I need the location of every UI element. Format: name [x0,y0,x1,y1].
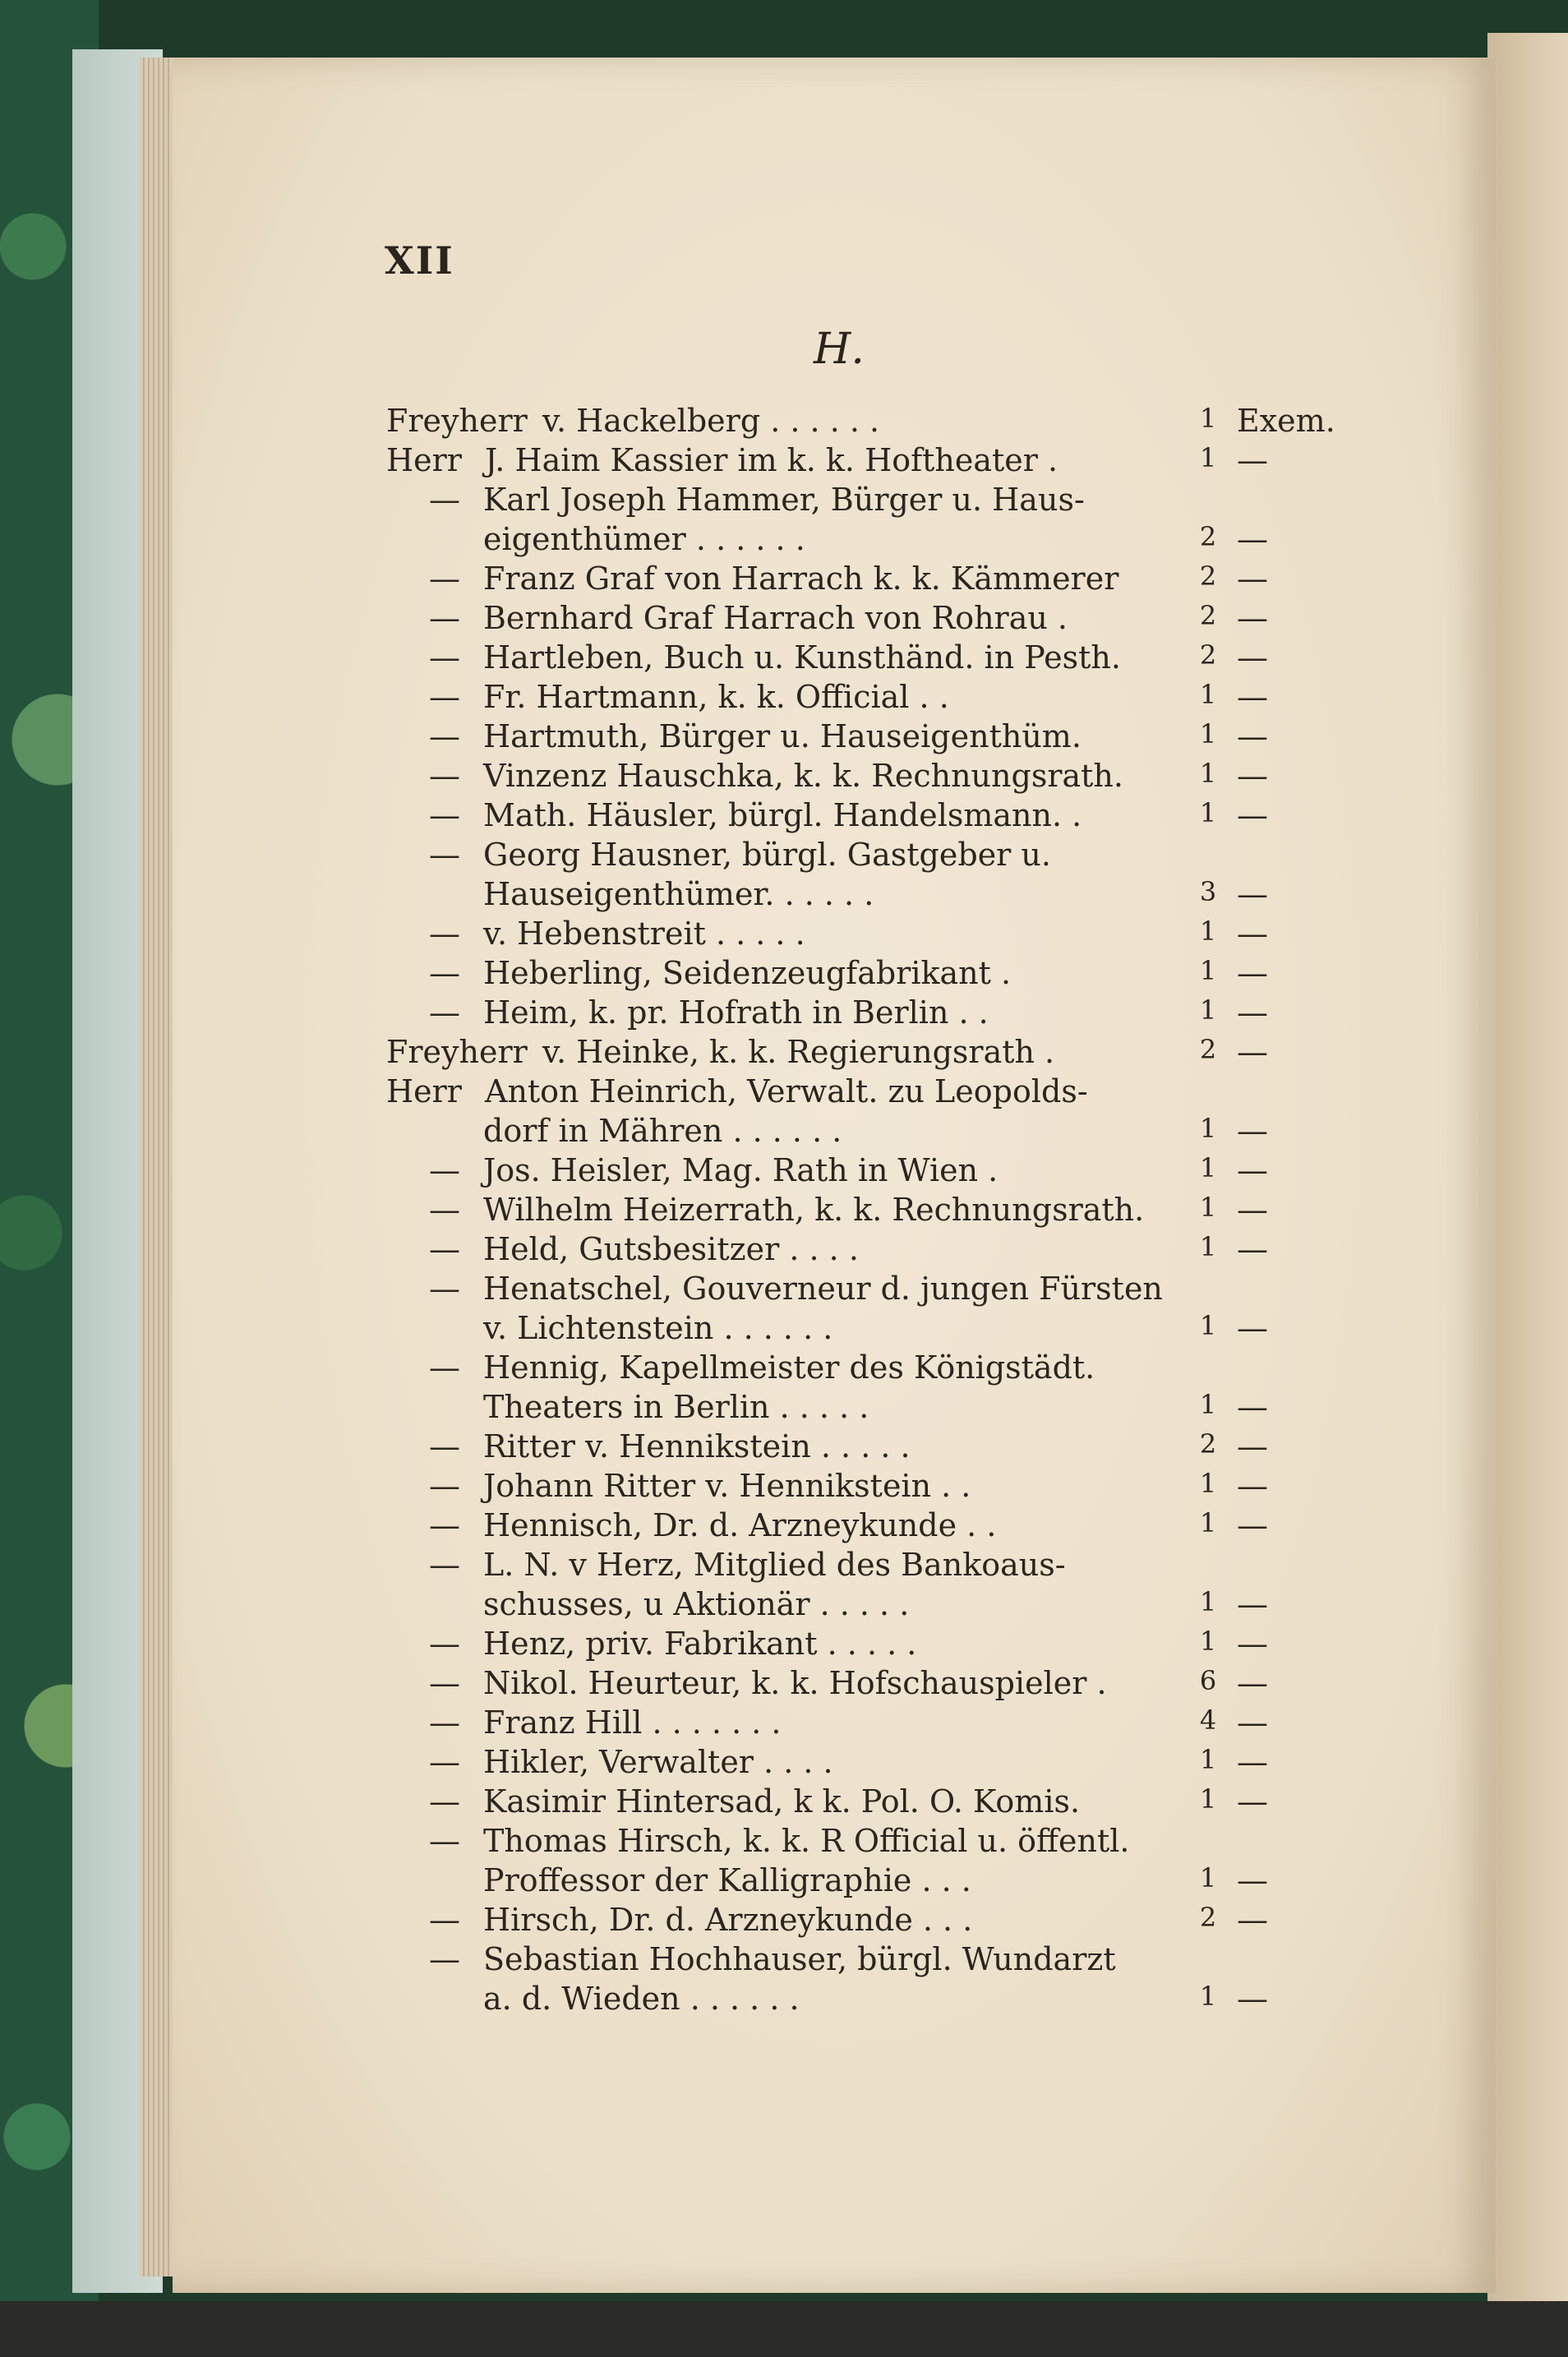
entry-unit: — [1237,1902,1268,1938]
entry-prefix: — [429,1902,460,1938]
entry-name: J. Haim Kassier im k. k. Hoftheater . [485,442,1058,478]
entry-count: 1 [1199,1113,1217,1144]
entry-prefix: — [429,1152,460,1188]
list-item [386,442,1323,482]
entry-name: Hirsch, Dr. d. Arzneykunde . . . [483,1902,973,1938]
entry-prefix: — [429,1271,460,1307]
entry-count: 1 [1199,758,1217,789]
entry-count: 1 [1199,1507,1217,1538]
list-item [386,955,1323,994]
entry-unit: — [1237,600,1268,636]
entry-name: Hennisch, Dr. d. Arzneykunde . . [483,1507,997,1543]
list-item [386,797,1323,837]
entry-prefix: — [429,1941,460,1977]
list-item [386,1862,1323,1902]
entry-name: Wilhelm Heizerrath, k. k. Rechnungsrath. [483,1192,1145,1228]
entry-name: Sebastian Hochhauser, bürgl. Wundarzt [483,1941,1116,1977]
entry-name: eigenthümer . . . . . . [483,521,805,557]
entry-count: 2 [1199,521,1217,552]
entry-count: 1 [1199,1626,1217,1657]
entry-prefix: — [429,1231,460,1267]
entry-unit: — [1237,955,1268,991]
list-item [386,1192,1323,1231]
list-item [386,1981,1323,2020]
entry-count: 1 [1199,1192,1217,1223]
entry-count: 1 [1199,718,1217,750]
entry-name: Anton Heinrich, Verwalt. zu Leopolds- [485,1073,1088,1109]
list-item [386,679,1323,718]
entry-prefix: — [429,916,460,952]
entry-count: 6 [1199,1665,1217,1696]
entry-count: 1 [1199,797,1217,828]
page-number: XII [385,238,454,283]
list-item [386,521,1323,560]
list-item [386,403,1335,442]
entry-count: 1 [1199,1783,1217,1815]
entry-prefix: — [429,1783,460,1820]
entry-name: Henz, priv. Fabrikant . . . . . [483,1626,917,1662]
entry-prefix: Herr [386,442,462,478]
list-item [386,1665,1323,1704]
entry-name: L. N. v Herz, Mitglied des Bankoaus- [483,1547,1066,1583]
entry-unit: — [1237,1586,1268,1622]
entry-count: 4 [1199,1704,1217,1736]
entry-name: Hartmuth, Bürger u. Hauseigenthüm. [483,718,1081,754]
entry-unit: — [1237,1981,1268,2017]
entry-name: v. Hebenstreit . . . . . [483,916,805,952]
entry-unit: — [1237,1231,1268,1267]
entry-name: Vinzenz Hauschka, k. k. Rechnungsrath. [483,758,1123,794]
entry-name: Johann Ritter v. Hennikstein . . [483,1468,971,1504]
entry-prefix: — [429,1704,460,1741]
entry-unit: — [1237,1507,1268,1543]
entry-prefix: — [429,1744,460,1780]
list-item [386,1507,1323,1547]
entry-prefix: — [429,1468,460,1504]
entry-name: Nikol. Heurteur, k. k. Hofschauspieler . [483,1665,1107,1701]
entry-unit: — [1237,1310,1268,1346]
scan-background [0,2301,1568,2357]
entry-name: Karl Joseph Hammer, Bürger u. Haus- [483,482,1085,518]
list-item [386,482,1323,521]
list-item [386,1941,1323,1981]
entry-unit: — [1237,560,1268,597]
entry-prefix: — [429,1547,460,1583]
entry-name: Bernhard Graf Harrach von Rohrau . [483,600,1068,636]
entry-count: 1 [1199,1231,1217,1262]
list-item [386,994,1323,1034]
entry-unit: — [1237,1862,1268,1898]
entry-count: 1 [1199,1744,1217,1775]
entry-prefix: — [429,482,460,518]
entry-count: 2 [1199,560,1217,592]
entry-name: v. Heinke, k. k. Regierungsrath . [542,1034,1055,1070]
list-item [386,1626,1323,1665]
facing-page-edge [1487,33,1568,2318]
list-item [386,1073,1323,1113]
entry-name: Theaters in Berlin . . . . . [483,1389,869,1425]
entry-name: Franz Graf von Harrach k. k. Kämmerer [483,560,1119,597]
list-item [386,1310,1323,1349]
list-item [386,1428,1323,1468]
entry-prefix: — [429,718,460,754]
list-item [386,1152,1323,1192]
entry-name: Heberling, Seidenzeugfabrikant . [483,955,1012,991]
entry-name: Jos. Heisler, Mag. Rath in Wien . [483,1152,998,1188]
entry-count: 3 [1199,876,1217,907]
list-item [386,1349,1323,1389]
list-item [386,639,1323,679]
entry-count: 1 [1199,1586,1217,1617]
subscriber-list [386,403,1335,2020]
entry-name: Ritter v. Hennikstein . . . . . [483,1428,911,1464]
list-item [386,916,1323,955]
entry-prefix: Herr [386,1073,462,1109]
list-item [386,837,1323,876]
entry-prefix: — [429,955,460,991]
entry-name: Proffessor der Kalligraphie . . . [483,1862,971,1898]
entry-prefix: — [429,1428,460,1464]
entry-unit: — [1237,1152,1268,1188]
entry-count: 1 [1199,442,1217,473]
entry-unit: — [1237,1468,1268,1504]
entry-name: Kasimir Hintersad, k k. Pol. O. Komis. [483,1783,1081,1820]
entry-count: 1 [1199,916,1217,947]
list-item [386,1034,1323,1073]
entry-unit: — [1237,1113,1268,1149]
entry-name: Georg Hausner, bürgl. Gastgeber u. [483,837,1051,873]
entry-name: Thomas Hirsch, k. k. R Official u. öffentl. [483,1823,1130,1859]
entry-name: Hauseigenthümer. . . . . . [483,876,874,912]
entry-unit: — [1237,876,1268,912]
entry-count: 1 [1199,1152,1217,1183]
list-item [386,1271,1323,1310]
entry-prefix: Freyherr [386,1034,528,1070]
list-item [386,1389,1323,1428]
entry-unit: — [1237,1428,1268,1464]
entry-name: Franz Hill . . . . . . . [483,1704,782,1741]
entry-unit: — [1237,1704,1268,1741]
entry-name: Fr. Hartmann, k. k. Official . . [483,679,949,715]
entry-prefix: — [429,837,460,873]
entry-unit: — [1237,994,1268,1031]
list-item [386,1783,1323,1823]
entry-unit: — [1237,1192,1268,1228]
entry-prefix: — [429,758,460,794]
entry-name: v. Hackelberg . . . . . . [542,403,880,439]
entry-count: 1 [1199,1981,1217,2012]
entry-unit: — [1237,521,1268,557]
entry-prefix: — [429,1626,460,1662]
entry-unit: — [1237,1783,1268,1820]
list-item [386,560,1323,600]
entry-unit: — [1237,1389,1268,1425]
list-item [386,1744,1323,1783]
list-item [386,600,1323,639]
entry-count: 1 [1199,403,1217,434]
entry-prefix: — [429,560,460,597]
entry-name: a. d. Wieden . . . . . . [483,1981,800,2017]
entry-prefix: — [429,1507,460,1543]
entry-count: 1 [1199,994,1217,1026]
entry-name: Held, Gutsbesitzer . . . . [483,1231,859,1267]
entry-count: 1 [1199,955,1217,986]
entry-name: v. Lichtenstein . . . . . . [483,1310,833,1346]
entry-name: Henatschel, Gouverneur d. jungen Fürsten [483,1271,1163,1307]
entry-unit: — [1237,1626,1268,1662]
entry-prefix: — [429,1823,460,1859]
entry-prefix: — [429,639,460,676]
entry-prefix: Freyherr [386,403,528,439]
section-heading: H. [814,325,865,374]
entry-unit: — [1237,442,1268,478]
entry-count: 2 [1199,1902,1217,1933]
entry-unit: — [1237,1744,1268,1780]
list-item [386,1586,1323,1626]
list-item [386,1902,1323,1941]
entry-count: 1 [1199,1310,1217,1341]
list-item [386,1468,1323,1507]
entry-count: 2 [1199,600,1217,631]
entry-unit: — [1237,1665,1268,1701]
list-item [386,1547,1323,1586]
entry-count: 1 [1199,1389,1217,1420]
entry-prefix: — [429,797,460,833]
list-item [386,758,1323,797]
list-item [386,1113,1323,1152]
entry-count: 2 [1199,1034,1217,1065]
list-item [386,1823,1323,1862]
entry-prefix: — [429,679,460,715]
entry-unit: — [1237,639,1268,676]
entry-name: Hartleben, Buch u. Kunsthänd. in Pesth. [483,639,1121,676]
entry-prefix: — [429,600,460,636]
entry-count: 1 [1199,1468,1217,1499]
entry-count: 1 [1199,679,1217,710]
entry-name: Math. Häusler, bürgl. Handelsmann. . [483,797,1082,833]
entry-unit: — [1237,1034,1268,1070]
entry-unit: Exem. [1237,403,1335,439]
list-item [386,1704,1323,1744]
entry-unit: — [1237,758,1268,794]
entry-count: 1 [1199,1862,1217,1893]
entry-prefix: — [429,994,460,1031]
entry-name: Hikler, Verwalter . . . . [483,1744,833,1780]
entry-name: schusses, u Aktionär . . . . . [483,1586,910,1622]
entry-name: Hennig, Kapellmeister des Königstädt. [483,1349,1095,1386]
entry-name: Heim, k. pr. Hofrath in Berlin . . [483,994,989,1031]
list-item [386,876,1323,916]
entry-unit: — [1237,718,1268,754]
entry-count: 2 [1199,639,1217,671]
list-item [386,1231,1323,1271]
entry-unit: — [1237,916,1268,952]
entry-prefix: — [429,1665,460,1701]
entry-count: 2 [1199,1428,1217,1460]
entry-name: dorf in Mähren . . . . . . [483,1113,842,1149]
list-item [386,718,1323,758]
entry-unit: — [1237,679,1268,715]
entry-prefix: — [429,1192,460,1228]
entry-prefix: — [429,1349,460,1386]
entry-unit: — [1237,797,1268,833]
